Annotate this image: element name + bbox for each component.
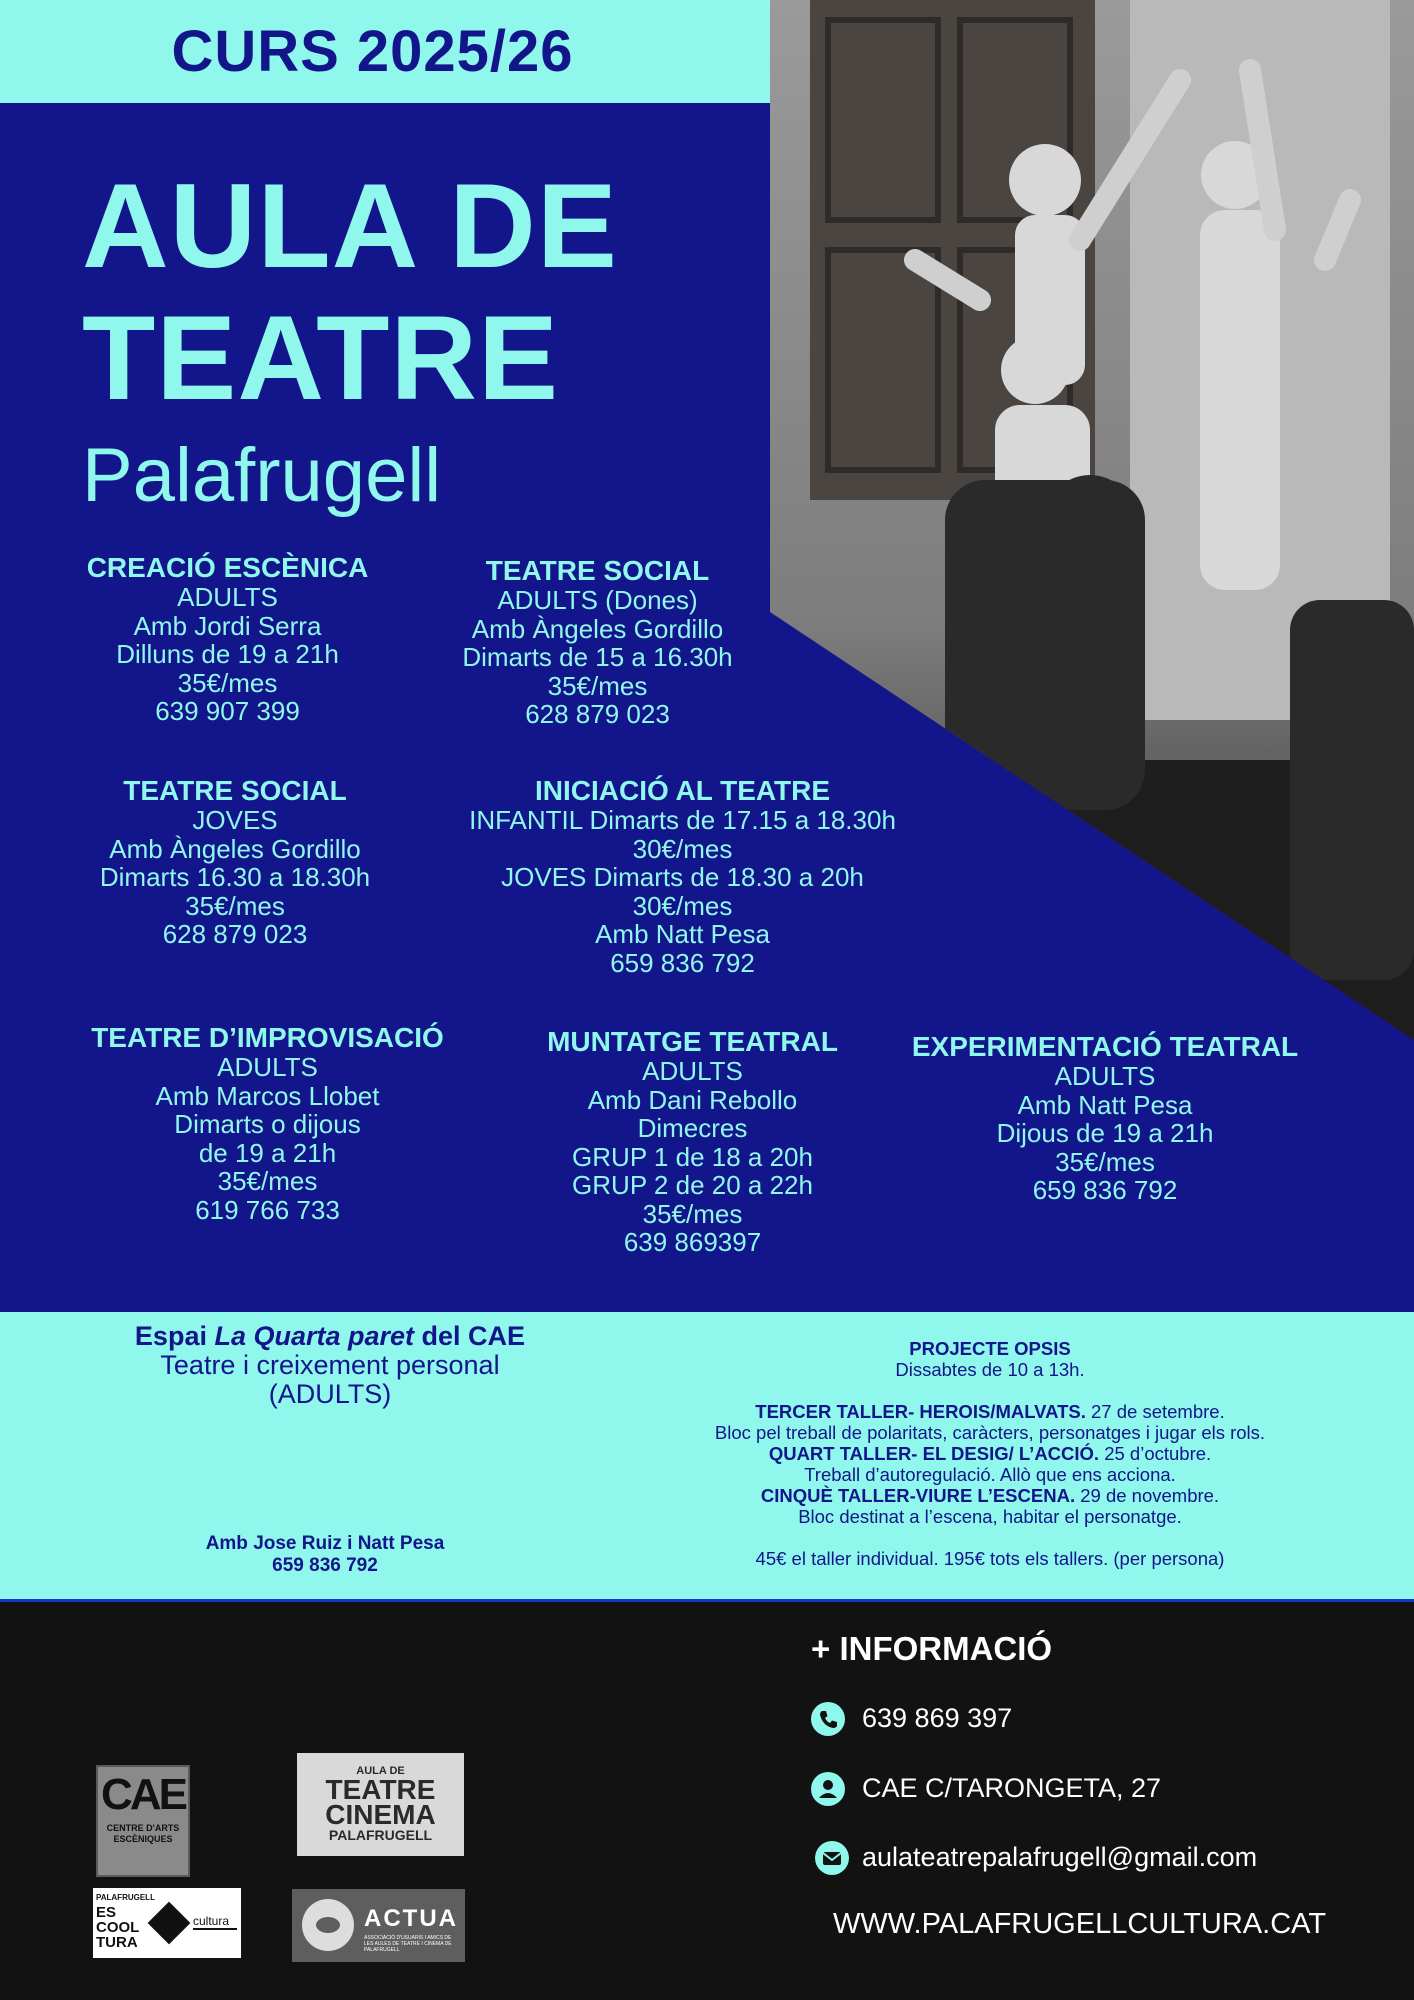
course-line: ADULTS xyxy=(642,1056,743,1086)
course-line: INFANTIL Dimarts de 17.15 a 18.30h xyxy=(469,805,896,835)
contact-phone: 639 869 397 xyxy=(862,1703,1013,1733)
contact-website[interactable]: WWW.PALAFRUGELLCULTURA.CAT xyxy=(833,1908,1327,1940)
course-line: 659 836 792 xyxy=(610,947,755,978)
course-line: 30€/mes xyxy=(632,833,733,864)
course-block xyxy=(520,1027,865,1257)
course-line: Dimarts de 15 a 16.30h xyxy=(462,642,733,672)
course-line: 619 766 733 xyxy=(195,1194,340,1225)
course-line: ADULTS xyxy=(217,1052,318,1082)
course-line: 639 907 399 xyxy=(155,696,300,726)
opsis-block xyxy=(660,1338,1320,1569)
course-block xyxy=(40,553,415,726)
main-title-line1: AULA DE xyxy=(82,159,618,293)
course-block xyxy=(440,776,925,977)
workshop-heading xyxy=(660,1401,1320,1422)
course-line: GRUP 2 de 20 a 22h xyxy=(572,1170,813,1200)
course-line: ADULTS xyxy=(1054,1061,1156,1091)
course-line: 639 869397 xyxy=(623,1227,762,1257)
opsis-schedule: Dissabtes de 10 a 13h. xyxy=(895,1359,1085,1380)
course-line: 35€/mes xyxy=(547,670,648,701)
contact-address: CAE C/TARONGETA, 27 xyxy=(862,1773,1162,1803)
espai-title-italic: La Quarta paret xyxy=(214,1321,415,1351)
workshop-date: 29 de novembre. xyxy=(1075,1485,1220,1506)
course-title: TEATRE SOCIAL xyxy=(485,555,710,586)
course-block xyxy=(890,1032,1320,1205)
workshop-heading xyxy=(660,1485,1320,1506)
course-title: TEATRE D’IMPROVISACIÓ xyxy=(91,1022,444,1053)
diamond-icon xyxy=(148,1902,191,1945)
espai-block xyxy=(100,1322,560,1409)
espai-teachers: Amb Jose Ruiz i Natt Pesa xyxy=(205,1533,445,1554)
course-line: Dijous de 19 a 21h xyxy=(996,1118,1214,1148)
city-subtitle: Palafrugell xyxy=(82,433,442,518)
course-line: 30€/mes xyxy=(632,890,733,921)
course-block xyxy=(420,556,775,729)
opsis-prices: 45€ el taller individual. 195€ tots els tallers. (per persona) xyxy=(755,1548,1225,1569)
workshop-description: Bloc pel treball de polaritats, caràcters, personatges i jugar els rols. xyxy=(714,1422,1266,1443)
espai-subtitle: Teatre i creixement personal xyxy=(160,1350,500,1380)
course-line: JOVES Dimarts de 18.30 a 20h xyxy=(501,862,864,892)
course-line: Amb Àngeles Gordillo xyxy=(109,833,361,864)
course-block xyxy=(60,1023,475,1224)
workshop-date: 25 d’octubre. xyxy=(1099,1443,1212,1464)
course-line: ADULTS (Dones) xyxy=(497,585,698,615)
workshop-description: Treball d’autoregulació. Allò que ens acciona. xyxy=(804,1464,1176,1485)
workshop-name: TERCER TALLER- HEROIS/MALVATS. xyxy=(755,1401,1086,1422)
course-title: EXPERIMENTACIÓ TEATRAL xyxy=(911,1031,1299,1062)
course-line: Dilluns de 19 a 21h xyxy=(116,639,339,669)
main-title-line2: TEATRE xyxy=(82,291,560,425)
course-line: 628 879 023 xyxy=(162,919,308,949)
course-line: Dimarts 16.30 a 18.30h xyxy=(99,862,371,892)
location-icon xyxy=(811,1772,845,1806)
course-title: MUNTATGE TEATRAL xyxy=(547,1026,838,1057)
course-line: 659 836 792 xyxy=(1032,1175,1178,1205)
main-title xyxy=(82,160,618,424)
cae-logo: CAE CENTRE D'ARTS ESCÈNIQUES xyxy=(96,1765,190,1877)
workshop-name: QUART TALLER- EL DESIG/ L’ACCIÓ. xyxy=(768,1443,1100,1464)
course-title: CREACIÓ ESCÈNICA xyxy=(86,552,369,583)
aula-teatre-cinema-logo: AULA DE TEATRE CINEMA PALAFRUGELL xyxy=(297,1753,464,1856)
espai-phone: 659 836 792 xyxy=(272,1555,378,1576)
workshop-name: CINQUÈ TALLER-VIURE L’ESCENA. xyxy=(760,1485,1076,1506)
email-icon xyxy=(815,1841,849,1875)
course-title: INICIACIÓ AL TEATRE xyxy=(534,775,831,806)
course-line: JOVES xyxy=(192,805,278,835)
course-line: 35€/mes xyxy=(1055,1146,1155,1177)
course-line: Amb Natt Pesa xyxy=(1017,1089,1193,1120)
course-title: TEATRE SOCIAL xyxy=(123,775,347,806)
espai-title: Espai La Quarta paret del CAE xyxy=(134,1321,526,1351)
course-line: 35€/mes xyxy=(177,667,278,698)
espai-audience: (ADULTS) xyxy=(268,1379,392,1409)
opsis-workshops xyxy=(660,1401,1320,1527)
workshop-heading xyxy=(660,1443,1320,1464)
course-line: GRUP 1 de 18 a 20h xyxy=(572,1141,813,1172)
camera-icon xyxy=(302,1899,354,1951)
workshop-description: Bloc destinat a l’escena, habitar el personatge. xyxy=(798,1506,1182,1527)
course-line: Amb Dani Rebollo xyxy=(587,1084,798,1115)
opsis-title: PROJECTE OPSIS xyxy=(909,1338,1071,1359)
course-line: 628 879 023 xyxy=(525,699,670,729)
course-line: Amb Natt Pesa xyxy=(595,919,770,949)
course-line: 35€/mes xyxy=(185,890,285,921)
espai-contact xyxy=(150,1533,500,1577)
actua-logo: ACTUA ASSOCIACIÓ D'USUARIS I AMICS DE LES AULES DE TEATRE I CINEMA DE PALAFRUGELL xyxy=(292,1889,465,1962)
curs-title: CURS 2025/26 xyxy=(171,19,574,84)
course-line: ADULTS xyxy=(177,582,278,612)
course-block xyxy=(60,776,410,949)
info-title: + INFORMACIÓ xyxy=(811,1630,1053,1667)
course-line: Amb Jordi Serra xyxy=(133,610,322,641)
course-line: 35€/mes xyxy=(642,1198,743,1229)
contact-email[interactable]: aulateatrepalafrugell@gmail.com xyxy=(862,1842,1258,1872)
workshop-date: 27 de setembre. xyxy=(1085,1401,1225,1422)
palafrugell-cool-tura-logo: PALAFRUGELL ES COOL TURA cultura xyxy=(93,1888,241,1958)
course-line: Amb Àngeles Gordillo xyxy=(471,613,724,644)
phone-icon xyxy=(811,1702,845,1736)
course-line: de 19 a 21h xyxy=(198,1137,337,1168)
course-line: Dimecres xyxy=(637,1113,748,1143)
course-line: Dimarts o dijous xyxy=(174,1109,361,1139)
course-line: Amb Marcos Llobet xyxy=(155,1080,380,1111)
course-line: 35€/mes xyxy=(217,1166,318,1196)
